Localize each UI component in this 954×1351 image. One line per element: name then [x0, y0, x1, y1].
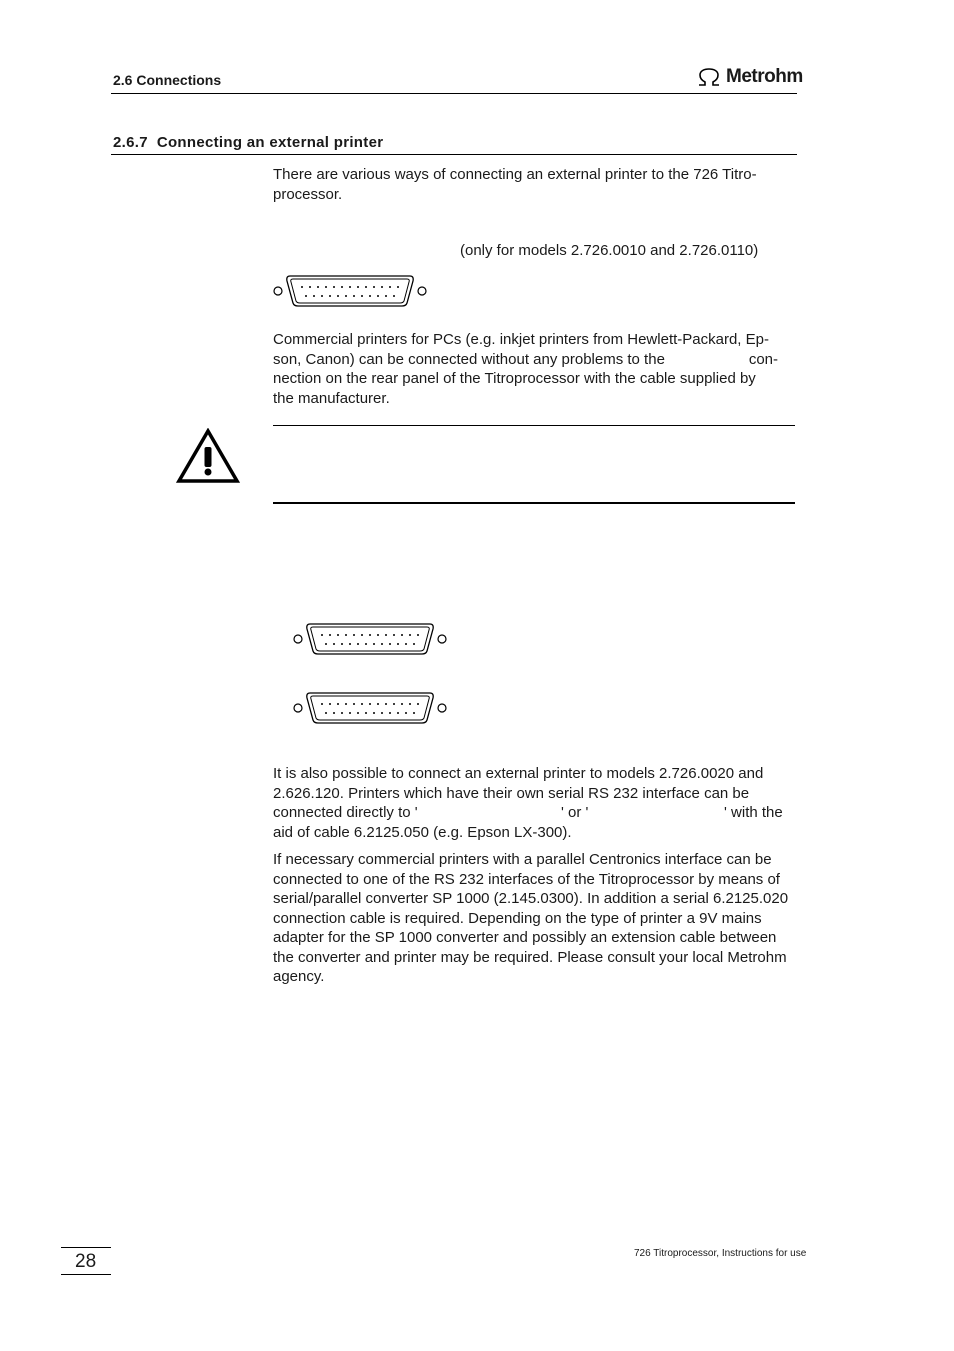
sub-d-25-connector-icon: [290, 620, 450, 658]
sub-d-25-connector-icon: [270, 272, 430, 310]
commercial-line: the manufacturer.: [273, 389, 390, 407]
models-note: (only for models 2.726.0010 and 2.726.0110): [460, 242, 759, 259]
section-title: Connecting an external printer: [156, 134, 384, 151]
commercial-line-part: con-: [748, 350, 778, 368]
commercial-line: Commercial printers for PCs (e.g. inkjet printers from Hewlett-Packard, Ep-: [273, 331, 769, 348]
brand-logo: [696, 66, 803, 88]
warning-top-rule: [273, 425, 795, 426]
serial-line: aid of cable 6.2125.050 (e.g. Epson LX-300).: [273, 823, 572, 841]
section-number: 2.6.7: [113, 134, 148, 151]
brand-name: Metrohm: [726, 66, 803, 87]
sub-d-25-connector-icon: [290, 689, 450, 727]
page-number: 28: [75, 1251, 97, 1272]
commercial-line: nection on the rear panel of the Titroprocessor with the cable supplied by: [273, 370, 756, 387]
commercial-line: [273, 350, 778, 370]
serial-line-part: connected directly to ': [273, 804, 418, 821]
metrohm-omega-icon: [696, 67, 722, 87]
commercial-paragraph: [273, 330, 798, 408]
serial-line: 2.626.120. Printers which have their own serial RS 232 interface can be: [273, 784, 750, 802]
footer-rule: [61, 1247, 111, 1248]
serial-line: [273, 803, 798, 823]
intro-paragraph: There are various ways of connecting an external printer to the 726 Titro-processor.: [273, 166, 757, 203]
parallel-paragraph: If necessary commercial printers with a parallel Centronics interface can be connected to one of the RS 232 interfaces of the Titroprocessor by means of serial/parallel converter SP 1000 (2.145.0300). In addition a serial 6.2125.020 connection cable is required. Depending on the type of printer a 9V mains adapter for the SP 1000 converter and possibly an extension cable between the converter and printer may be required. Please consult your local Metrohm agency.: [273, 851, 789, 985]
section-rule: [111, 154, 797, 155]
header-section-title: 2.6 Connections: [113, 72, 222, 88]
section-heading: [113, 134, 383, 151]
serial-line-part: ' with the: [724, 804, 783, 821]
header-rule: [111, 93, 797, 94]
serial-line: It is also possible to connect an external printer to models 2.726.0020 and: [273, 765, 764, 782]
commercial-line-part: son, Canon) can be connected without any problems to the: [273, 350, 665, 368]
serial-line-part: ' or ': [561, 804, 589, 821]
footer-rule-bottom: [61, 1274, 111, 1275]
warning-bottom-rule: [273, 502, 795, 504]
footer-doc-title: 726 Titroprocessor, Instructions for use: [634, 1248, 807, 1259]
serial-paragraph: [273, 764, 798, 842]
warning-triangle-icon: [176, 428, 240, 484]
